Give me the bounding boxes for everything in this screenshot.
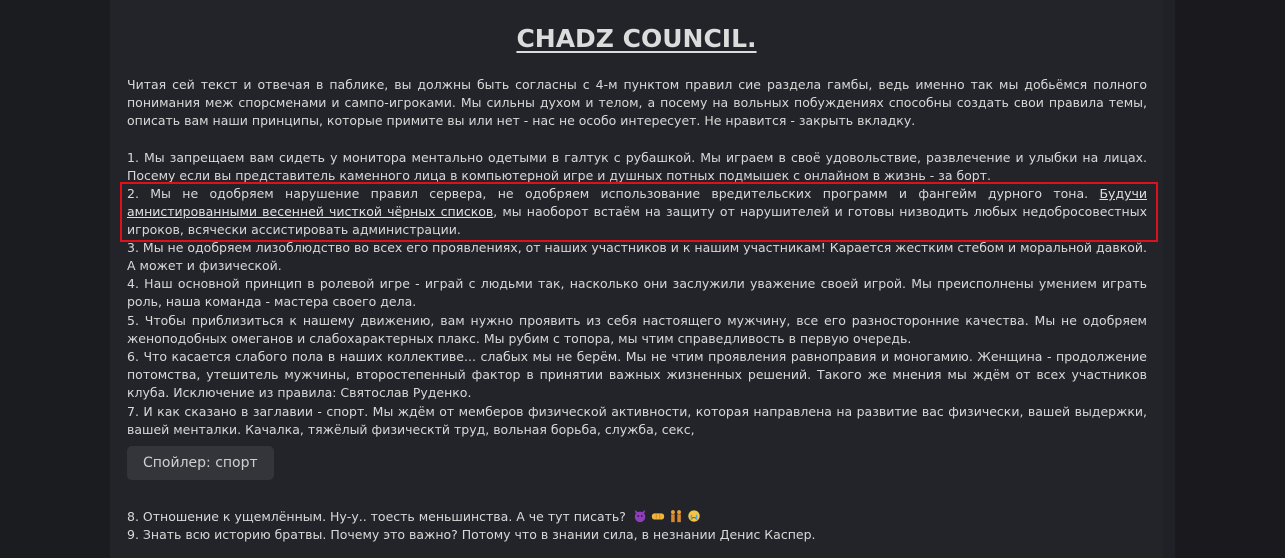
rule-5: 5. Чтобы приблизиться к нашему движению, вам нужно проявить из себя настоящего мужчину, все его разносторонние качества. Мы не одобряем женоподобных омеганов и слабохарактерных плакс. Мы рубим с топора, мы чтим справедливость в первую очередь. [127, 313, 1147, 346]
post-title: CHADZ COUNCIL. [516, 24, 757, 53]
rule-2-text-before: 2. Мы не одобряем нарушение правил сервера, не одобряем использование вредительских программ и фангейм дурного тона. [127, 186, 1100, 201]
rule-1: 1. Мы запрещаем вам сидеть у монитора ментально одетыми в галтук с рубашкой. Мы играем в своё удовольствие, развлечение и улыбки на лицах. Посему если вы представитель каменного лица в компьютерной игре и душных потных подмышек с онлайном в жизнь - за борт. [127, 150, 1147, 183]
rule-9: 9. Знать всю историю братвы. Почему это важно? Потому что в знании сила, в незнании Денис Каспер. [127, 527, 816, 542]
rule-4: 4. Наш основной принцип в ролевой игре - играй с людьми так, насколько они заслужили уважение своей игрой. Мы преисполнены умением играть роль, наша команда - мастера своего дела. [127, 276, 1147, 309]
rule-8-text: 8. Отношение к ущемлённым. Ну-у.. тоесть меньшинства. А че тут писать? [127, 509, 626, 524]
rule-6: 6. Что касается слабого пола в наших коллективе... слабых мы не берём. Мы не чтим проявления равноправия и моногамию. Женщина - продолжение потомства, утешитель мужчины, второстепенный фактор в принятии важных жизненных решений. Такого же мнения мы ждём от всех участников клуба. Исключение из правила: Святослав Руденко. [127, 349, 1147, 400]
men-holding-hands-icon [668, 509, 684, 523]
rule-8 [127, 508, 1147, 526]
spoiler-button[interactable]: Спойлер: спорт [127, 446, 274, 480]
right-gutter [1163, 0, 1285, 558]
devil-icon [632, 509, 648, 523]
intro-paragraph: Читая сей текст и отвечая в паблике, вы должны быть согласны с 4-м пунктом правил сие раздела гамбы, ведь именно так мы добьёмся полного понимания меж спорсменами и сампо-игроками. Мы сильны духом и телом, а посему на вольных побуждениях способны создать свои правила темы, описать вам наши принципы, которые примите вы или нет - нас не особо интересует. Не нравится - закрыть вкладку. [127, 77, 1147, 128]
forum-post [110, 0, 1163, 558]
crying-face-icon [686, 509, 702, 523]
rule-7: 7. И как сказано в заглавии - спорт. Мы ждём от мемберов физической активности, которая направлена на развитие вас физически, вашей выдержки, вашей менталки. Качалка, тяжёлый физическтй труд, вольная борьба, служба, секс, [127, 404, 1147, 437]
left-background [0, 0, 110, 558]
highlight-box [120, 182, 1158, 242]
fist-icon [650, 509, 666, 523]
rule-2-link[interactable]: Будучи амнистированными весенней чисткой чёрных списков [127, 186, 1147, 219]
rule-2-text-after: , мы наоборот встаём на защиту от нарушителей и готовы низводить любых недобросовестных игроков, всячески ассистировать администрации. [127, 204, 1147, 237]
scrollbar-track[interactable] [1163, 0, 1175, 558]
rule-3: 3. Мы не одобряем лизоблюдство во всех его проявлениях, от наших участников и к нашим участникам! Карается жестким стебом и моральной давкой. А может и физической. [127, 240, 1147, 273]
